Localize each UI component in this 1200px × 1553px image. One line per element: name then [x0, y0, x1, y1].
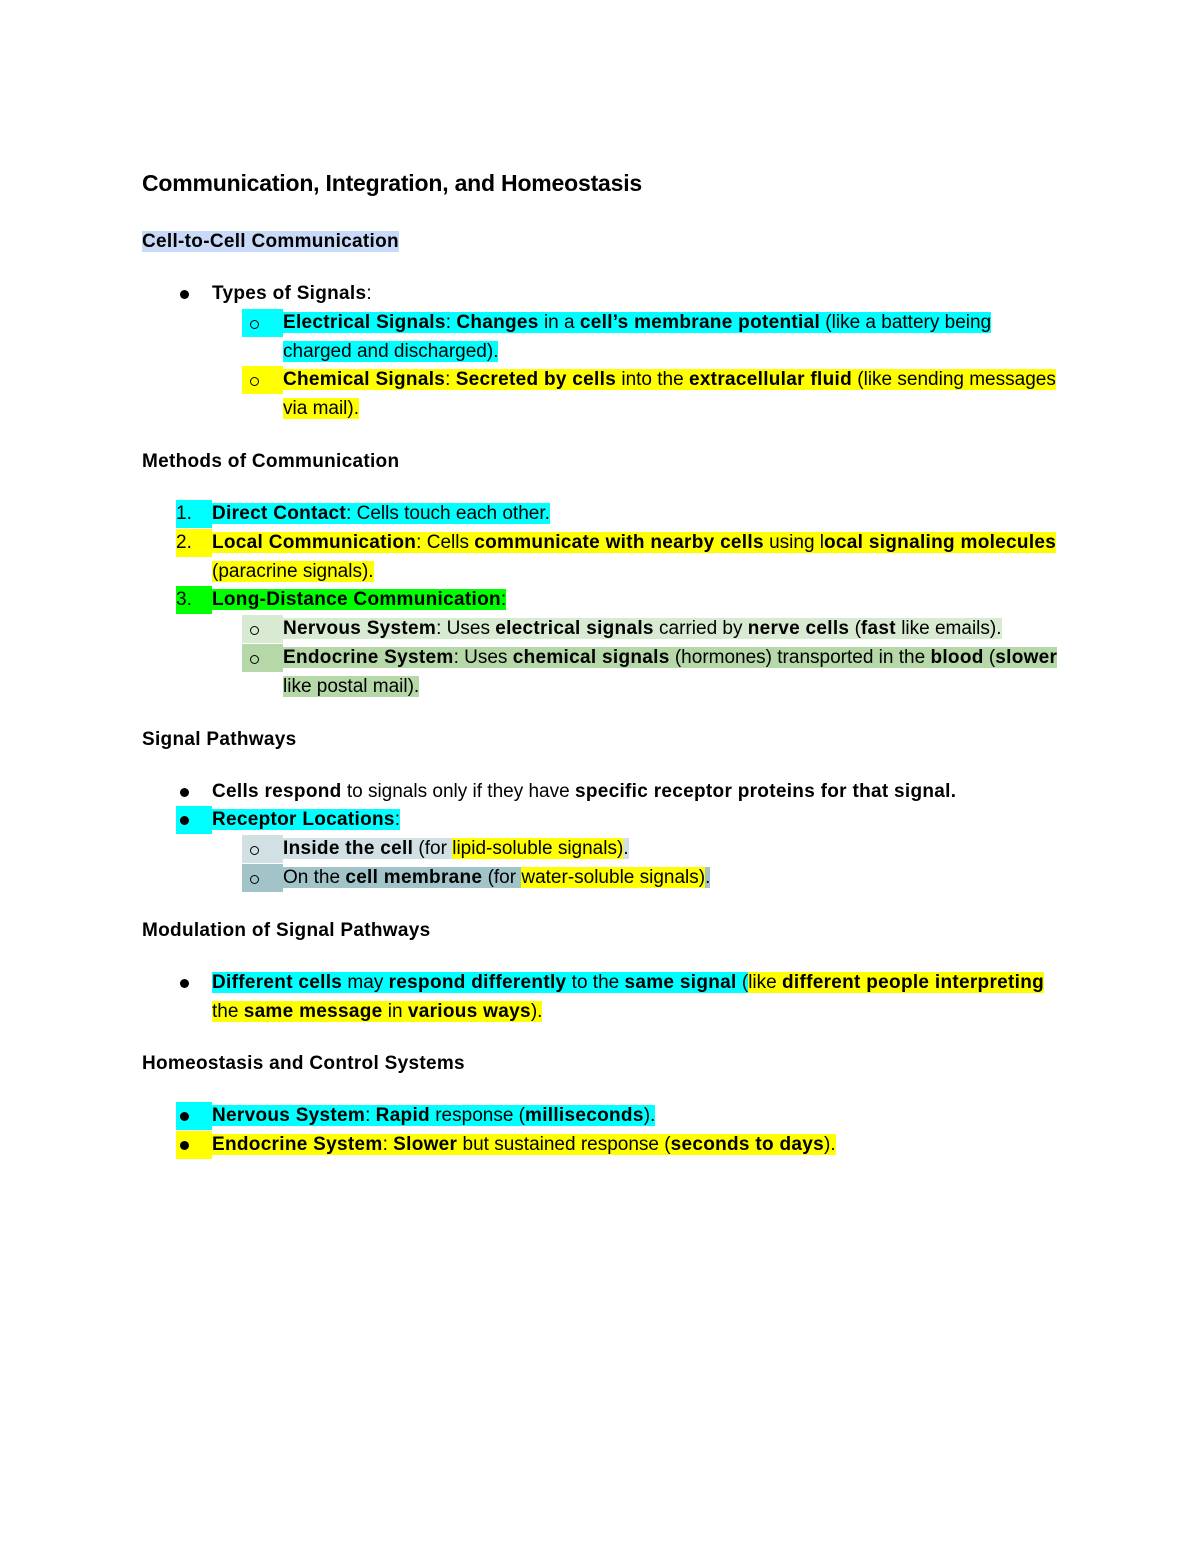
bullet-list: [142, 778, 1062, 893]
list-item: [142, 366, 1062, 424]
section-heading: Signal Pathways: [142, 728, 297, 750]
bullet-list: [142, 280, 1062, 424]
highlighted-text: Electrical Signals: Changes in a cell’s membrane potential (like a battery being charged and discharged).: [283, 311, 992, 362]
heading-text: Cell-to-Cell Communication: [142, 231, 399, 252]
document-page: [142, 166, 1062, 1184]
list-item: [142, 835, 1062, 864]
highlighted-text: Chemical Signals: Secreted by cells into the extracellular fluid (like sending messages via mail).: [283, 369, 1056, 420]
marker-highlight: [242, 835, 283, 863]
list-item: [142, 864, 1062, 893]
marker-highlight: [242, 309, 283, 337]
sub-bullet-icon: [250, 655, 259, 664]
list-number: 3.: [176, 589, 192, 611]
bullet-icon: [180, 290, 189, 299]
highlighted-text: Long-Distance Communication:: [212, 589, 507, 611]
section-heading: Methods of Communication: [142, 450, 400, 472]
list-item: [142, 280, 1062, 309]
marker-highlight: [242, 864, 283, 892]
section-signal-pathways: [142, 726, 1062, 893]
highlighted-text: Nervous System: Uses electrical signals carried by nerve cells (fast like emails).: [283, 618, 1002, 640]
highlighted-text: water-soluble signals): [521, 866, 706, 888]
bullet-list: [142, 1102, 1062, 1160]
numbered-list: [142, 500, 1062, 702]
list-item: [142, 806, 1062, 835]
list-item: [142, 1131, 1062, 1160]
sub-bullet-icon: [250, 875, 259, 884]
highlighted-text: Direct Contact: Cells touch each other.: [212, 502, 550, 524]
list-item: [142, 586, 1062, 615]
highlighted-text: Endocrine System: Slower but sustained response (seconds to days).: [212, 1134, 836, 1156]
list-item: Cells respond to signals only if they have specific receptor proteins for that signal.: [142, 778, 1062, 807]
list-number: 1.: [176, 502, 192, 524]
highlighted-text: .: [705, 866, 711, 888]
highlighted-text: Receptor Locations:: [212, 809, 401, 831]
bullet-list: [142, 969, 1062, 1027]
highlighted-text: Endocrine System: Uses chemical signals (hormones) transported in the blood (slower like postal mail).: [283, 646, 1058, 697]
section-heading: Homeostasis and Control Systems: [142, 1053, 465, 1075]
marker-highlight: [242, 366, 283, 394]
list-number: 2.: [176, 531, 192, 553]
marker-highlight: [242, 644, 283, 672]
highlighted-text: lipid-soluble signals): [452, 838, 624, 860]
section-homeostasis: [142, 1050, 1062, 1160]
list-item: [142, 1102, 1062, 1131]
highlighted-text: .: [623, 838, 629, 860]
bullet-icon: [180, 788, 189, 797]
list-item: [142, 309, 1062, 367]
highlighted-text: Inside the cell (for: [283, 838, 453, 860]
marker-highlight: [242, 615, 283, 643]
highlighted-text: like different people interpreting the same message in various ways).: [212, 971, 1045, 1022]
highlighted-text: On the cell membrane (for: [283, 866, 522, 888]
section-cell-to-cell: [142, 228, 1062, 424]
item-text: :: [366, 283, 372, 304]
sub-bullet-icon: [250, 320, 259, 329]
list-item: [142, 615, 1062, 644]
item-label: Types of Signals: [212, 283, 367, 304]
highlighted-text: Local Communication: Cells communicate with nearby cells using local signaling molecules (paracrine signals).: [212, 531, 1057, 582]
list-item: [142, 529, 1062, 587]
highlighted-text: Different cells may respond differently to the same signal (: [212, 971, 749, 993]
section-heading: Modulation of Signal Pathways: [142, 919, 431, 941]
page-title: Communication, Integration, and Homeostasis: [142, 170, 643, 196]
list-item: [142, 500, 1062, 529]
list-item: [142, 644, 1062, 702]
section-modulation: [142, 917, 1062, 1027]
list-item: [142, 969, 1062, 1027]
highlighted-text: Nervous System: Rapid response (milliseconds).: [212, 1105, 656, 1127]
section-methods: [142, 448, 1062, 702]
bullet-icon: [180, 979, 189, 988]
section-heading: [142, 228, 1062, 256]
